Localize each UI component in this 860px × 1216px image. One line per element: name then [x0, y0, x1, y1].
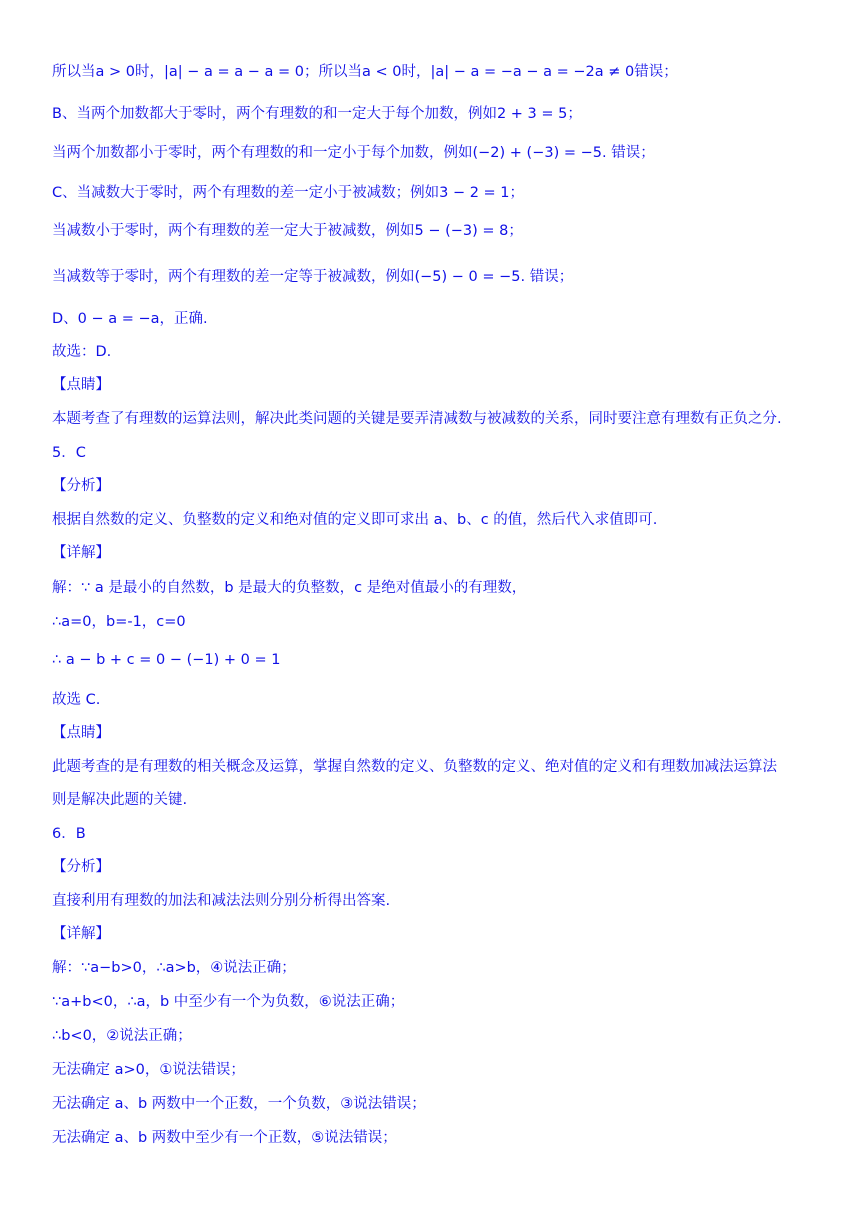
text-line: 故选 C.: [52, 692, 101, 708]
text-line: 当减数小于零时，两个有理数的差一定大于被减数，例如5 − (−3) = 8；: [52, 223, 523, 239]
section-heading: 【分析】: [52, 859, 110, 875]
text-line: ∴a=0，b=-1，c=0: [52, 614, 186, 630]
text-line: 此题考查的是有理数的相关概念及运算，掌握自然数的定义、负整数的定义、绝对值的定义和有理数加减法运算法: [52, 759, 777, 775]
text-line: 无法确定 a>0，①说法错误；: [52, 1062, 245, 1078]
section-heading: 【详解】: [52, 545, 110, 561]
text-line: ∴b<0，②说法正确；: [52, 1028, 192, 1044]
text-line: 故选：D.: [52, 344, 112, 360]
text-line: ∴ a − b + c = 0 − (−1) + 0 = 1: [52, 652, 281, 668]
text-line: 当两个加数都小于零时，两个有理数的和一定小于每个加数，例如(−2) + (−3) = −5. 错误；: [52, 145, 655, 161]
text-line: C、当减数大于零时，两个有理数的差一定小于被减数；例如3 − 2 = 1；: [52, 185, 525, 201]
text-line: 直接利用有理数的加法和减法法则分别分析得出答案.: [52, 893, 391, 909]
question-number: 5．C: [52, 445, 86, 461]
text-line: ∵a+b<0，∴a，b 中至少有一个为负数，⑥说法正确；: [52, 994, 405, 1010]
text-line: 无法确定 a、b 两数中至少有一个正数，⑤说法错误；: [52, 1130, 397, 1146]
text-line: 所以当a > 0时，|a| − a = a − a = 0；所以当a < 0时，|a| − a = −a − a = −2a ≠ 0错误；: [52, 64, 678, 80]
section-heading: 【分析】: [52, 478, 110, 494]
text-line: 当减数等于零时，两个有理数的差一定等于被减数，例如(−5) − 0 = −5. 错误；: [52, 269, 574, 285]
text-line: 本题考查了有理数的运算法则，解决此类问题的关键是要弄清减数与被减数的关系，同时要注意有理数有正负之分.: [52, 411, 782, 427]
text-line: D、0 − a = −a，正确.: [52, 311, 208, 327]
question-number: 6．B: [52, 826, 86, 842]
text-line: 根据自然数的定义、负整数的定义和绝对值的定义即可求出 a、b、c 的值，然后代入求值即可.: [52, 512, 658, 528]
text-line: 解：∵ a 是最小的自然数，b 是最大的负整数，c 是绝对值最小的有理数，: [52, 580, 527, 596]
section-heading: 【详解】: [52, 926, 110, 942]
text-line: 解：∵a−b>0，∴a>b，④说法正确；: [52, 960, 296, 976]
section-heading: 【点睛】: [52, 725, 110, 741]
text-line: 无法确定 a、b 两数中一个正数，一个负数，③说法错误；: [52, 1096, 426, 1112]
section-heading: 【点睛】: [52, 377, 110, 393]
text-line: 则是解决此题的关键.: [52, 792, 188, 808]
text-line: B、当两个加数都大于零时，两个有理数的和一定大于每个加数，例如2 + 3 = 5；: [52, 106, 582, 122]
